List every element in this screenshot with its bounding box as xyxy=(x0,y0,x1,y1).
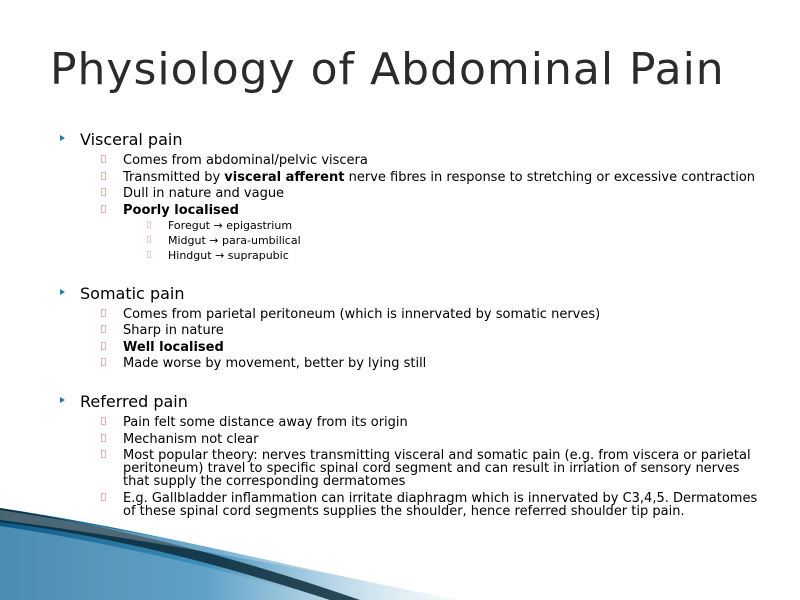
list-item: Comes from abdominal/pelvic viscera xyxy=(60,154,760,167)
list-item: Dull in nature and vague xyxy=(60,187,760,200)
list-item: Transmitted by visceral afferent nerve fibres in response to stretching or excessive contraction xyxy=(60,171,760,184)
square-bullet-icon xyxy=(101,325,106,333)
slide-content xyxy=(60,130,760,518)
square-bullet-icon xyxy=(101,342,106,350)
bullet-heading xyxy=(60,130,760,150)
arrow-right-icon: → xyxy=(215,248,225,262)
list-item: Mechanism not clear xyxy=(60,433,760,446)
triangle-bullet-icon xyxy=(60,135,65,141)
list-item: Comes from parietal peritoneum (which is innervated by somatic nerves) xyxy=(60,308,760,321)
square-bullet-icon xyxy=(101,205,106,213)
list-item: E.g. Gallbladder inflammation can irritate diaphragm which is innervated by C3,4,5. Dermatomes of these spinal cord segments supplies the shoulder, hence referred shoulder tip pain. xyxy=(60,492,760,518)
square-bullet-icon xyxy=(147,251,151,258)
heading-text: Somatic pain xyxy=(80,283,185,303)
triangle-bullet-icon xyxy=(60,289,65,295)
bullet-heading xyxy=(60,392,760,412)
square-bullet-icon xyxy=(101,493,106,501)
square-bullet-icon xyxy=(101,450,106,458)
square-bullet-icon xyxy=(101,172,106,180)
arrow-right-icon: → xyxy=(213,218,223,232)
sub-list-item: Foregut → epigastrium xyxy=(60,220,760,232)
sub-list-item: Hindgut → suprapubic xyxy=(60,250,760,262)
square-bullet-icon xyxy=(101,434,106,442)
square-bullet-icon xyxy=(147,221,151,228)
square-bullet-icon xyxy=(101,358,106,366)
sub-list-item: Midgut → para-umbilical xyxy=(60,235,760,247)
list-item: Well localised xyxy=(60,341,760,354)
square-bullet-icon xyxy=(101,309,106,317)
list-item: Pain felt some distance away from its origin xyxy=(60,416,760,429)
square-bullet-icon xyxy=(147,236,151,243)
list-item: Most popular theory: nerves transmitting visceral and somatic pain (e.g. from viscera or parietal peritoneum) travel to specific spinal cord segment and can result in irriation of sensory nerves that supply the corresponding dermatomes xyxy=(60,449,760,488)
bullet-heading xyxy=(60,284,760,304)
list-item: Sharp in nature xyxy=(60,324,760,337)
square-bullet-icon xyxy=(101,417,106,425)
list-item: Made worse by movement, better by lying still xyxy=(60,357,760,370)
square-bullet-icon xyxy=(101,155,106,163)
triangle-bullet-icon xyxy=(60,397,65,403)
heading-text: Referred pain xyxy=(80,392,188,411)
arrow-right-icon: → xyxy=(209,233,219,247)
list-item: Poorly localised xyxy=(60,204,760,217)
heading-text: Visceral pain xyxy=(80,130,183,149)
slide-title: Physiology of Abdominal Pain xyxy=(50,44,725,95)
square-bullet-icon xyxy=(101,188,106,196)
